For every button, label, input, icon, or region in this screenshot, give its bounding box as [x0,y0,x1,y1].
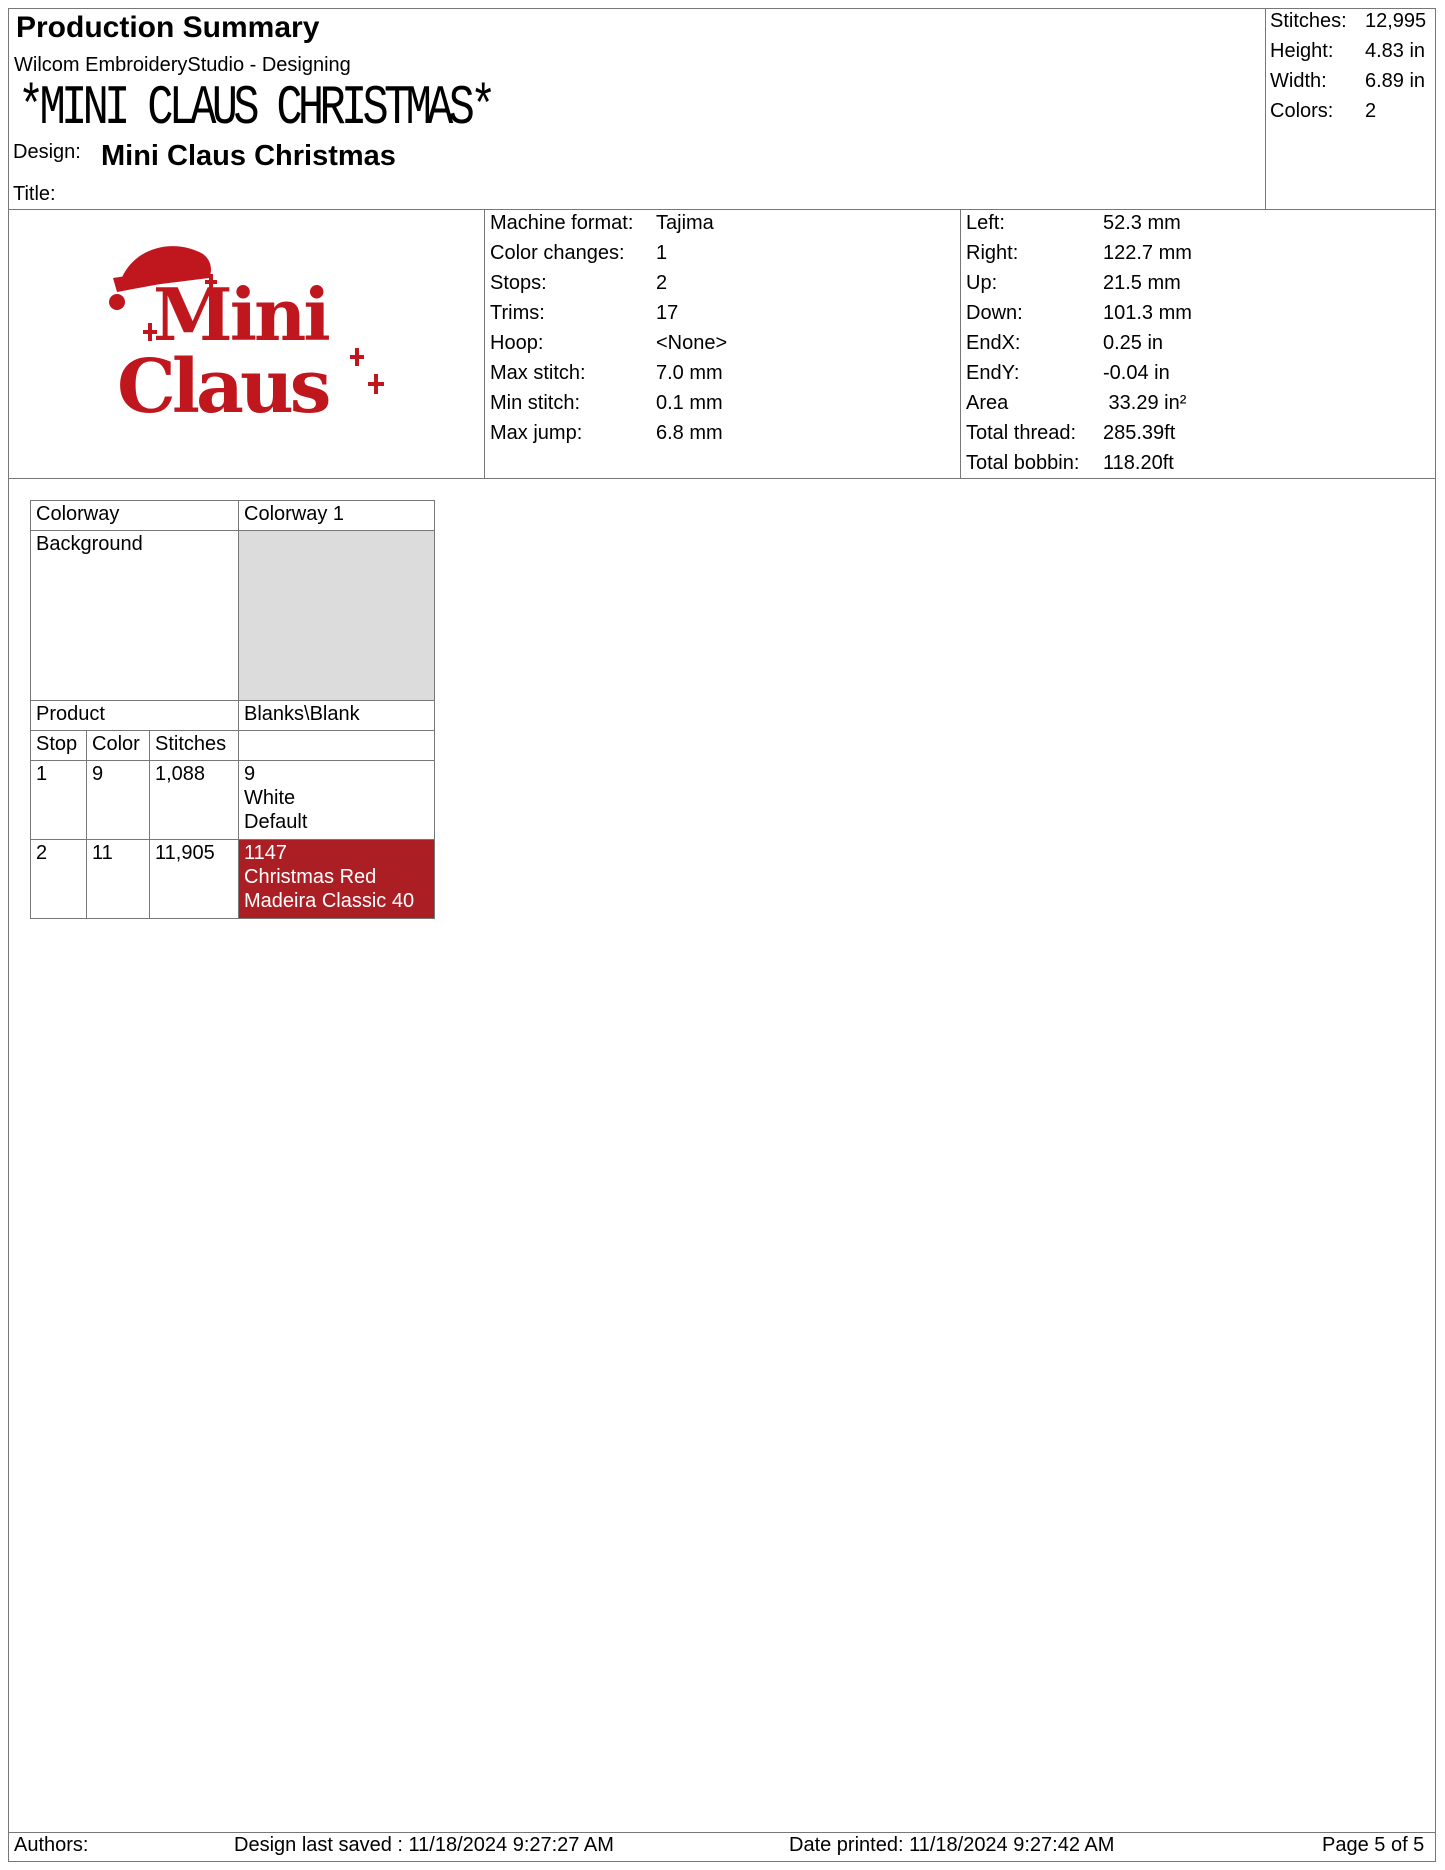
machine-value: 7.0 mm [656,362,723,384]
report-title: Production Summary [16,11,320,44]
summary-value: 4.83 in [1365,40,1426,62]
sparkle-icon [350,348,364,366]
footer-last-saved: Design last saved : 11/18/2024 9:27:27 AM [234,1834,614,1856]
machine-label: Stops: [490,272,547,294]
column-header: Stop [31,731,87,761]
machine-value: 2 [656,272,668,294]
extent-value: 101.3 mm [1103,302,1192,324]
color-cell: 9 [87,761,150,840]
thread-brand: Default [244,811,308,833]
summary-value: 2 [1365,100,1377,122]
machine-value: 17 [656,302,679,324]
table-row [31,840,435,919]
machine-label: Color changes: [490,242,625,264]
info-separator [8,478,1436,479]
design-name: Mini Claus Christmas [101,140,396,172]
machine-value: 0.1 mm [656,392,723,414]
machine-label: Max jump: [490,422,583,444]
thread-code: 1147 [244,842,288,864]
extent-label: Left: [966,212,1005,234]
stitches-cell: 1,088 [150,761,239,840]
header-divider [1265,8,1266,210]
product-row [31,701,435,731]
design-preview [105,240,395,445]
summary-label: Width: [1270,70,1327,92]
summary-label: Height: [1270,40,1334,62]
design-label: Design: [13,141,81,163]
thread-code: 9 [244,763,256,785]
extent-value: 21.5 mm [1103,272,1181,294]
extent-value: -0.04 in [1103,362,1170,384]
summary-value: 12,995 [1365,10,1427,32]
product-value: Blanks\Blank [239,701,435,731]
extent-label: Total thread: [966,422,1077,444]
machine-value: 6.8 mm [656,422,723,444]
background-swatch [239,531,435,701]
summary-label: Stitches: [1270,10,1347,32]
extent-value: 52.3 mm [1103,212,1181,234]
design-file-name: *MINI CLAUS CHRISTMAS* [18,76,492,140]
machine-label: Max stitch: [490,362,586,384]
thread-cell [239,761,435,840]
app-name: Wilcom EmbroideryStudio - Designing [14,54,351,76]
header-separator [8,209,1436,210]
colorway-label: Colorway [31,501,239,531]
hat-pompom [109,294,125,310]
background-row [31,531,435,701]
extent-value: 118.20ft [1103,452,1174,474]
colorway-table [30,500,435,919]
extent-label: Down: [966,302,1023,324]
extent-value: 33.29 in² [1103,392,1187,414]
machine-value: Tajima [656,212,714,234]
footer-separator [8,1832,1436,1833]
info-divider-1 [484,209,485,479]
thread-cell [239,840,435,919]
footer-page-number: Page 5 of 5 [1322,1834,1425,1856]
background-label: Background [31,531,239,701]
machine-label: Hoop: [490,332,544,354]
sparkle-icon [368,374,384,394]
colorway-value: Colorway 1 [239,501,435,531]
stitches-cell: 11,905 [150,840,239,919]
extent-label: Up: [966,272,998,294]
summary-value: 6.89 in [1365,70,1426,92]
table-row [31,761,435,840]
machine-value: <None> [656,332,728,354]
extent-value: 122.7 mm [1103,242,1192,264]
footer-date-printed: Date printed: 11/18/2024 9:27:42 AM [789,1834,1115,1856]
footer-authors: Authors: [14,1834,89,1856]
extent-label: EndY: [966,362,1020,384]
stop-cell: 2 [31,840,87,919]
machine-label: Trims: [490,302,545,324]
extent-label: Total bobbin: [966,452,1080,474]
thread-brand: Madeira Classic 40 [244,890,415,912]
machine-label: Machine format: [490,212,634,234]
info-divider-2 [960,209,961,479]
extent-value: 0.25 in [1103,332,1164,354]
logo-word-2: Claus [117,344,328,430]
summary-label: Colors: [1270,100,1334,122]
column-header: Stitches [150,731,239,761]
color-cell: 11 [87,840,150,919]
machine-value: 1 [656,242,668,264]
stop-cell: 1 [31,761,87,840]
title-label: Title: [13,183,56,205]
column-header: Color [87,731,150,761]
extent-label: Right: [966,242,1019,264]
logo-word-1: Mini [153,272,328,357]
extent-value: 285.39ft [1103,422,1176,444]
thread-name: White [244,787,296,809]
column-header [239,731,435,761]
extent-label: Area [966,392,1009,414]
thread-name: Christmas Red [244,866,377,888]
product-label: Product [31,701,239,731]
colorway-header-row [31,501,435,531]
machine-label: Min stitch: [490,392,581,414]
stops-header-row [31,731,435,761]
extent-label: EndX: [966,332,1021,354]
